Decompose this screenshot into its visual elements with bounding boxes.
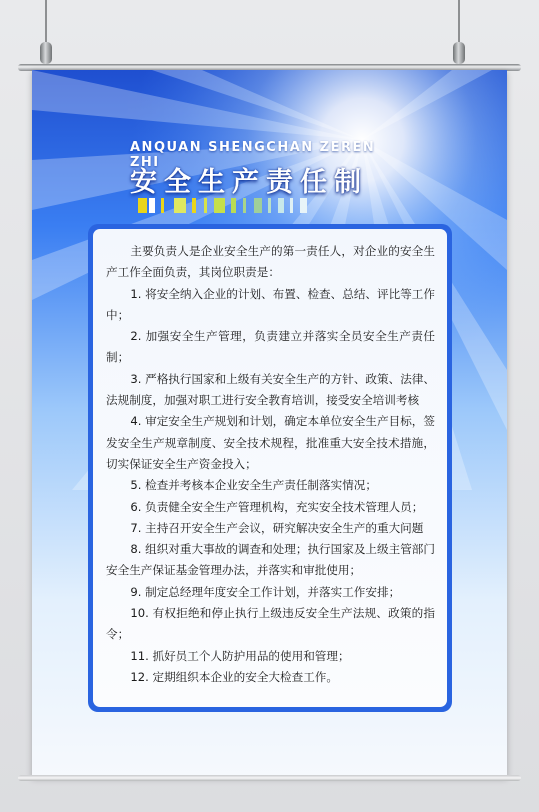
duty-item: 5. 检查并考核本企业安全生产责任制落实情况； — [130, 478, 377, 493]
responsibility-text-panel — [93, 229, 447, 707]
duty-item: 6. 负责健全安全生产管理机构，充实安全技术管理人员； — [130, 499, 424, 514]
hanger-rod-bottom — [18, 775, 521, 781]
duty-item: 9. 制定总经理年度安全工作计划，并落实工作安排； — [130, 584, 401, 599]
duty-item: 4. 审定安全生产规划和计划，确定本单位安全生产目标，签发安全生产规章制度、安全技术规程，批准重大安全技术措施，切实保证安全生产资金投入； — [106, 414, 435, 471]
title-pinyin: ANQUAN SHENGCHAN ZEREN ZHI — [130, 140, 376, 170]
duty-item: 12. 定期组织本企业的安全大检查工作。 — [130, 669, 338, 684]
duty-item: 2. 加强安全生产管理，负责建立并落实全员安全生产责任制； — [106, 329, 435, 365]
hanger-hook-left — [39, 0, 53, 70]
intro-paragraph: 主要负责人是企业安全生产的第一责任人，对企业的安全生产工作全面负责，其岗位职责是： — [106, 244, 435, 280]
hanger-hook-right — [452, 0, 466, 70]
duty-item: 3. 严格执行国家和上级有关安全生产的方针、政策、法律、法规制度，加强对职工进行安全教育培训，接受安全培训考核 — [106, 371, 435, 408]
responsibility-card — [88, 224, 452, 712]
poster-title: 安全生产责任制 — [130, 167, 368, 198]
duty-item: 8. 组织对重大事故的调查和处理；执行国家及上级主管部门安全生产保证基金管理办法，并落实和审批使用； — [106, 542, 435, 578]
duty-item: 1. 将安全纳入企业的计划、布置、检查、总结、评比等工作中； — [106, 286, 435, 322]
duty-item: 7. 主持召开安全生产会议，研究解决安全生产的重大问题 — [130, 520, 424, 535]
duty-item: 10. 有权拒绝和停止执行上级违反安全生产法规、政策的指令； — [106, 606, 435, 642]
duty-item: 11. 抓好员工个人防护用品的使用和管理； — [130, 648, 350, 663]
poster — [32, 70, 507, 777]
